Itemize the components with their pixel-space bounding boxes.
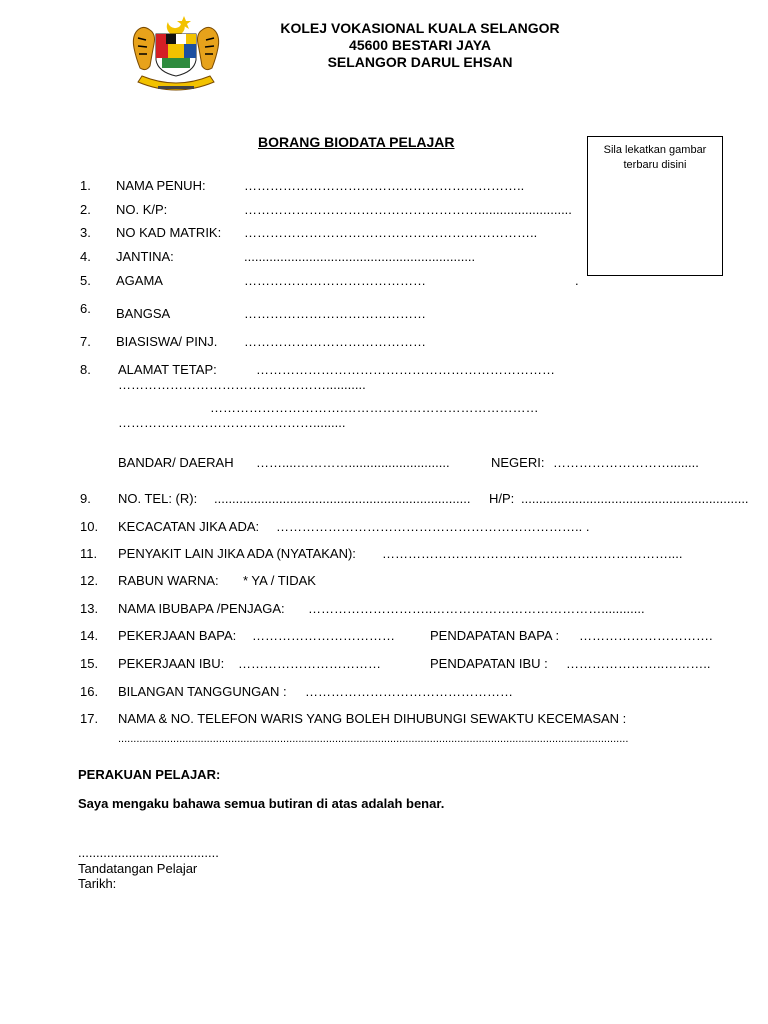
race-field[interactable]: …………………………………… xyxy=(244,306,426,321)
field-number: 9. xyxy=(80,491,91,506)
permanent-address-label: ALAMAT TETAP: xyxy=(118,362,217,377)
date-label: Tarikh: xyxy=(78,876,117,891)
field-number: 8. xyxy=(80,362,91,377)
color-blind-options[interactable]: * YA / TIDAK xyxy=(243,573,316,588)
religion-trailing-dot: . xyxy=(575,273,579,288)
religion-label: AGAMA xyxy=(116,273,163,288)
field-number: 15. xyxy=(80,656,99,671)
mobile-phone-label: H/P: xyxy=(489,491,515,506)
field-number: 12. xyxy=(80,573,99,588)
mother-income-field[interactable]: …………………..……….. xyxy=(566,656,711,671)
signature-line[interactable]: ....................................... xyxy=(78,845,219,860)
parent-guardian-name-label: NAMA IBUBAPA /PENJAGA: xyxy=(118,601,285,616)
field-number: 17. xyxy=(80,711,99,726)
field-number: 14. xyxy=(80,628,99,643)
permanent-address-field-line3[interactable]: ………………………….……………………………………… xyxy=(210,400,539,415)
scholarship-loan-label: BIASISWA/ PINJ. xyxy=(116,334,218,349)
college-name: KOLEJ VOKASIONAL KUALA SELANGOR xyxy=(280,20,560,36)
full-name-field[interactable]: ……………………………………………………….. xyxy=(244,178,525,193)
dependents-count-label: BILANGAN TANGGUNGAN : xyxy=(118,684,287,699)
mother-income-label: PENDAPATAN IBU : xyxy=(430,656,548,671)
home-phone-field[interactable]: ....................................................................... xyxy=(214,491,471,506)
permanent-address-field-line1[interactable]: …………………………………………………………… xyxy=(256,362,555,377)
city-district-label: BANDAR/ DAERAH xyxy=(118,455,234,470)
gender-label: JANTINA: xyxy=(116,249,174,264)
college-state: SELANGOR DARUL EHSAN xyxy=(327,54,513,70)
religion-field[interactable]: …………………………………… xyxy=(244,273,426,288)
field-number: 3. xyxy=(80,225,91,240)
field-number: 2. xyxy=(80,202,91,217)
field-number: 10. xyxy=(80,519,99,534)
matric-card-label: NO KAD MATRIK: xyxy=(116,225,222,240)
field-number: 6. xyxy=(80,301,91,316)
permanent-address-field-line4[interactable]: ………………………………………......... xyxy=(118,415,346,430)
form-title: BORANG BIODATA PELAJAR xyxy=(258,134,455,150)
parent-guardian-name-field[interactable]: ………………………..…………………………………............ xyxy=(308,601,645,616)
declaration-heading: PERAKUAN PELAJAR: xyxy=(78,767,221,782)
dependents-count-field[interactable]: ………………………………………… xyxy=(305,684,513,699)
field-number: 13. xyxy=(80,601,99,616)
father-occupation-label: PEKERJAAN BAPA: xyxy=(118,628,237,643)
father-occupation-field[interactable]: …………………………… xyxy=(252,628,395,643)
declaration-statement: Saya mengaku bahawa semua butiran di atas adalah benar. xyxy=(78,796,445,811)
field-number: 7. xyxy=(80,334,91,349)
city-district-field[interactable]: ……....…………............................ xyxy=(256,455,450,470)
college-postcode-town: 45600 BESTARI JAYA xyxy=(349,37,491,53)
field-number: 4. xyxy=(80,249,91,264)
gender-field[interactable]: ................................................................ xyxy=(244,249,476,264)
other-illness-field[interactable]: ………………………………………………………….... xyxy=(382,546,683,561)
mother-occupation-label: PEKERJAAN IBU: xyxy=(118,656,225,671)
emergency-contact-field[interactable]: ....................................................................................................................................................................... xyxy=(118,733,629,745)
mobile-phone-field[interactable]: ............................................................... xyxy=(521,491,749,506)
state-field[interactable]: ………………………........ xyxy=(553,455,699,470)
father-income-field[interactable]: …………………………. xyxy=(579,628,713,643)
ic-number-field[interactable]: ……………………………………………….......................... xyxy=(244,202,572,217)
photo-placeholder-box xyxy=(587,136,723,276)
emergency-contact-label: NAMA & NO. TELEFON WARIS YANG BOLEH DIHUBUNGI SEWAKTU KECEMASAN : xyxy=(118,711,627,726)
color-blind-label: RABUN WARNA: xyxy=(118,573,219,588)
disability-label: KECACATAN JIKA ADA: xyxy=(118,519,260,534)
disability-field[interactable]: …………………………………………………………….. . xyxy=(276,519,590,534)
permanent-address-field-line2[interactable]: …………………………………………........... xyxy=(118,377,366,392)
mother-occupation-field[interactable]: …………………………… xyxy=(238,656,381,671)
other-illness-label: PENYAKIT LAIN JIKA ADA (NYATAKAN): xyxy=(118,546,356,561)
scholarship-loan-field[interactable]: …………………………………… xyxy=(244,334,426,349)
matric-card-field[interactable]: ………………………………………………………….. xyxy=(244,225,538,240)
father-income-label: PENDAPATAN BAPA : xyxy=(430,628,560,643)
field-number: 11. xyxy=(80,546,98,561)
photo-box-instruction: Sila lekatkan gambar terbaru disini xyxy=(603,144,707,171)
ic-number-label: NO. K/P: xyxy=(116,202,168,217)
race-label: BANGSA xyxy=(116,306,171,321)
signature-label: Tandatangan Pelajar xyxy=(78,861,198,876)
field-number: 1. xyxy=(80,178,91,193)
malaysia-coat-of-arms-logo xyxy=(128,12,224,96)
field-number: 16. xyxy=(80,684,99,699)
field-number: 5. xyxy=(80,273,91,288)
home-phone-label: NO. TEL: (R): xyxy=(118,491,198,506)
full-name-label: NAMA PENUH: xyxy=(116,178,206,193)
state-label: NEGERI: xyxy=(491,455,545,470)
